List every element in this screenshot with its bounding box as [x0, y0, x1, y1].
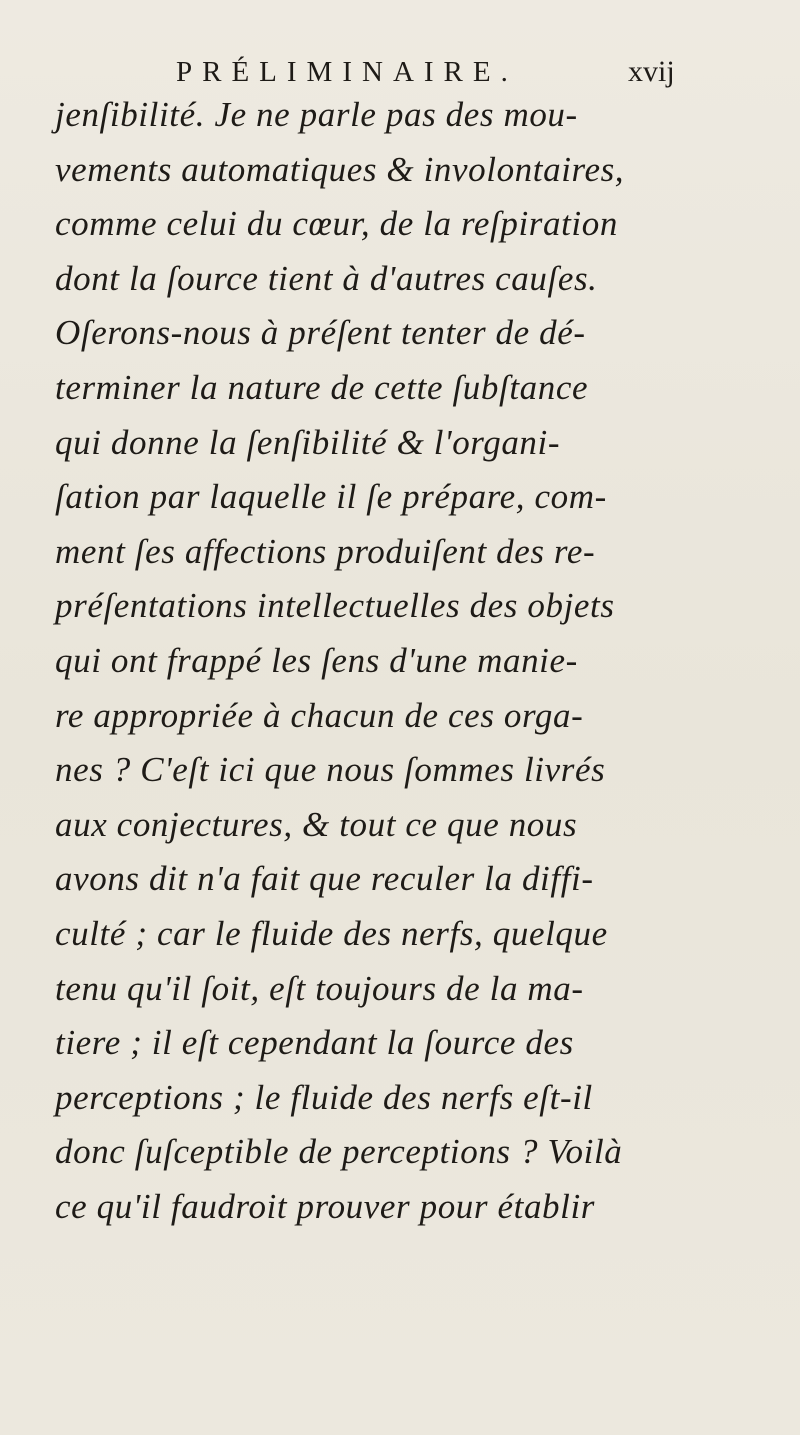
text-line: culté ; car le fluide des nerfs, quelque [55, 913, 608, 953]
text-line: nes ? C'eſt ici que nous ſommes livrés [55, 750, 606, 790]
text-line: vements automatiques & involontaires, [55, 149, 625, 189]
text-line: Oſerons-nous à préſent tenter de dé- [55, 313, 586, 353]
text-line: qui donne la ſenſibilité & l'organi- [55, 422, 561, 462]
text-line: tiere ; il eſt cependant la ſource des [55, 1023, 574, 1063]
text-line: perceptions ; le fluide des nerfs eſt-il [55, 1077, 593, 1117]
text-line: ment ſes affections produiſent des re- [55, 531, 596, 571]
text-line: avons dit n'a fait que reculer la diffi- [55, 859, 594, 899]
page-number: xvij [628, 55, 675, 88]
running-head [0, 52, 800, 92]
text-line: ſation par laquelle il ſe prépare, com- [55, 477, 607, 517]
text-line: jenſibilité. Je ne parle pas des mou- [55, 95, 578, 134]
text-line: aux conjectures, & tout ce que nous [55, 804, 578, 844]
text-line: qui ont frappé les ſens d'une manie- [55, 640, 578, 680]
body-text [55, 88, 755, 1234]
text-line: préſentations intellectuelles des objets [55, 586, 615, 626]
text-line: comme celui du cœur, de la reſpiration [55, 204, 618, 244]
text-line: re appropriée à chacun de ces orga- [55, 695, 584, 735]
running-title: PRÉLIMINAIRE. [176, 56, 518, 88]
text-line: donc ſuſceptible de perceptions ? Voilà [55, 1132, 623, 1172]
text-line: tenu qu'il ſoit, eſt toujours de la ma- [55, 968, 584, 1008]
text-line: terminer la nature de cette ſubſtance [55, 367, 589, 407]
text-line: dont la ſource tient à d'autres cauſes. [55, 258, 598, 298]
text-line: ce qu'il faudroit prouver pour établir [55, 1186, 596, 1226]
